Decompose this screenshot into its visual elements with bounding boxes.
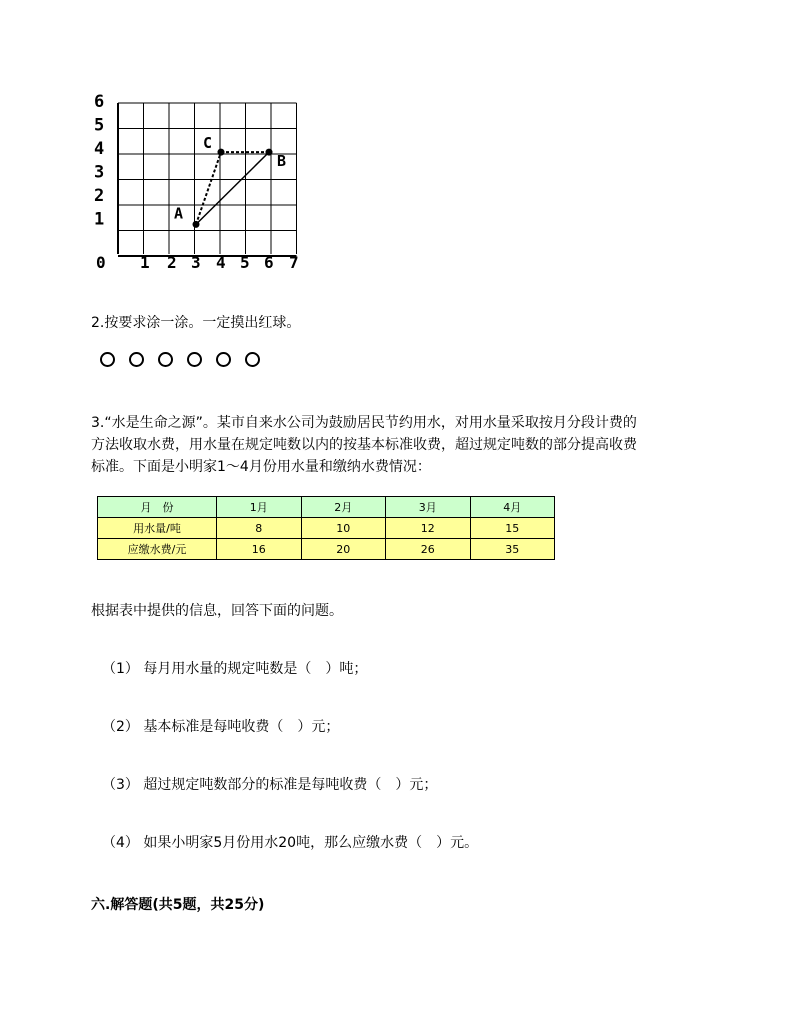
table-cell: 用水量/吨 [98,518,217,539]
table-cell: 26 [386,539,471,560]
y-tick-label: 6 [94,92,105,112]
table-cell: 8 [217,518,302,539]
ball-circle [187,352,202,367]
table-cell: 10 [301,518,386,539]
table-cell: 3月 [386,497,471,518]
sub-question-3: （3） 超过规定吨数部分的标准是每吨收费（ ）元； [102,777,438,793]
grid-svg [90,92,320,277]
x-tick-label: 7 [289,253,299,272]
question-3-line-2: 方法收取水费，用水量在规定吨数以内的按基本标准收费，超过规定吨数的部分提高收费 [91,437,637,453]
table-cell: 35 [470,539,555,560]
section-6-heading: 六.解答题(共5题，共25分) [91,897,265,913]
table-cell: 15 [470,518,555,539]
sub-question-2: （2） 基本标准是每吨收费（ ）元； [102,719,340,735]
table-cell: 20 [301,539,386,560]
x-tick-label: 2 [167,253,177,272]
segment-ab [196,152,269,224]
table-cell: 月 份 [98,497,217,518]
x-tick-label: 1 [140,253,150,272]
table-row [98,539,555,560]
ball-circle [245,352,260,367]
coordinate-grid-figure [90,92,320,277]
y-tick-label: 5 [94,115,105,136]
sub-question-1: （1） 每月用水量的规定吨数是（ ）吨； [102,661,368,677]
table-cell: 应缴水费/元 [98,539,217,560]
sub-question-4: （4） 如果小明家5月份用水20吨，那么应缴水费（ ）元。 [102,835,479,851]
ball-circles [100,352,260,367]
table-cell: 4月 [470,497,555,518]
y-tick-label: 3 [94,162,105,183]
point-label-a: A [174,204,184,223]
point-c [218,149,225,156]
y-tick-label: 1 [94,209,105,230]
ball-circle [129,352,144,367]
segment-ac [196,152,221,224]
question-3-intro: 根据表中提供的信息，回答下面的问题。 [91,603,343,619]
table-cell: 1月 [217,497,302,518]
x-tick-label: 3 [191,253,201,272]
x-tick-label: 4 [216,253,226,272]
table-cell: 2月 [301,497,386,518]
x-tick-label: 5 [240,253,250,272]
point-label-b: B [277,152,287,171]
y-tick-label: 4 [94,138,105,159]
table-header-row [98,497,555,518]
water-fee-table [97,496,555,560]
x-tick-label: 0 [96,253,106,272]
point-a [193,221,200,228]
question-2-title: 2.按要求涂一涂。一定摸出红球。 [91,315,301,331]
question-3-line-1: 3.“水是生命之源”。某市自来水公司为鼓励居民节约用水，对用水量采取按月分段计费的 [91,415,637,431]
x-tick-label: 6 [264,253,274,272]
question-3-line-3: 标准。下面是小明家1～4月份用水量和缴纳水费情况： [91,459,431,475]
table-cell: 16 [217,539,302,560]
table-cell: 12 [386,518,471,539]
ball-circle [100,352,115,367]
ball-circle [158,352,173,367]
point-b [266,149,273,156]
y-tick-label: 2 [94,185,105,206]
ball-circle [216,352,231,367]
point-label-c: C [203,134,213,153]
table-row [98,518,555,539]
